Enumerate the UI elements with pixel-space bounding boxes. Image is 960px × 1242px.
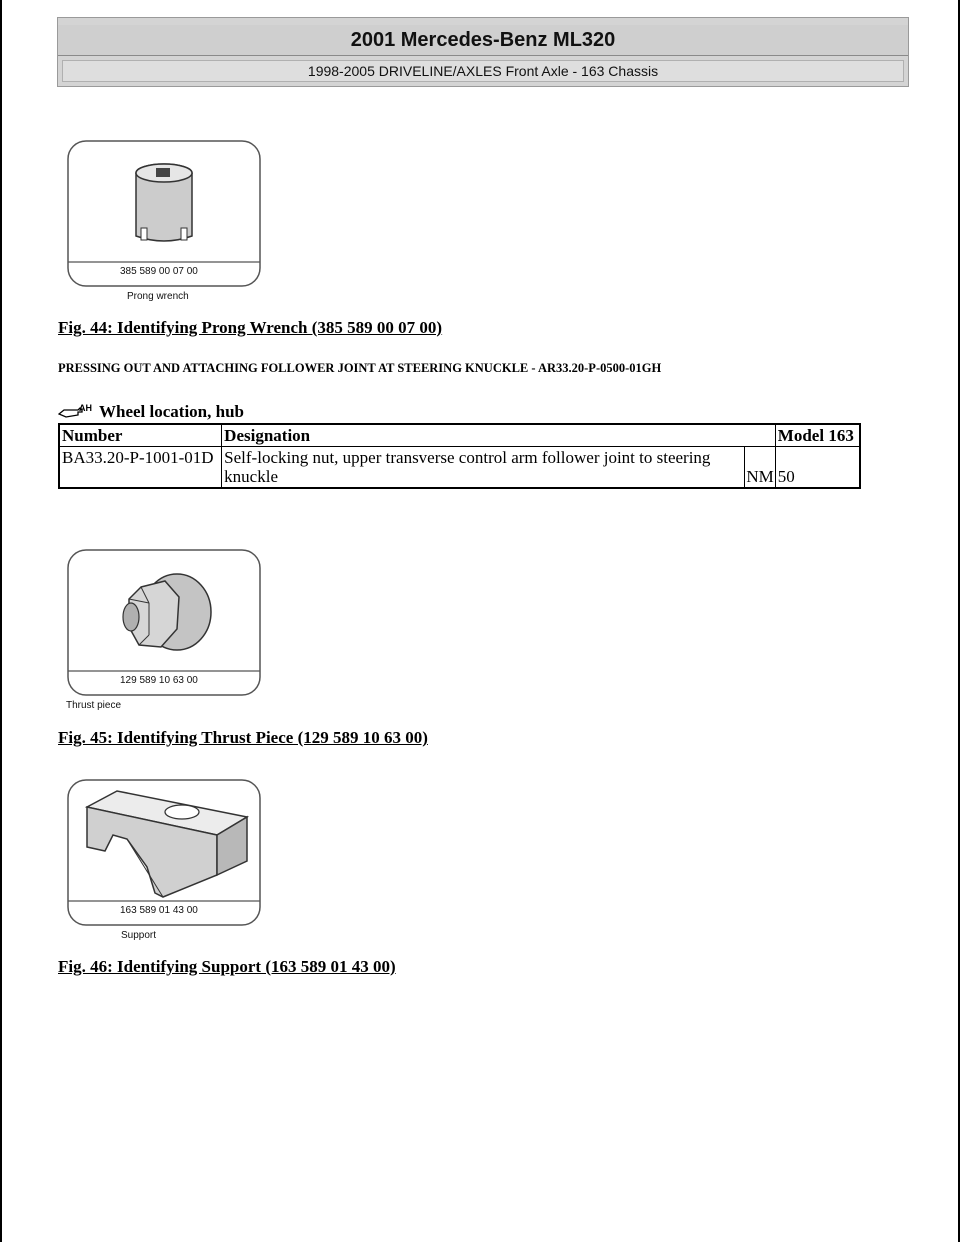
figure-44-caption: Fig. 44: Identifying Prong Wrench (385 589 00 07 00) <box>58 318 443 337</box>
support-part-number: 163 589 01 43 00 <box>120 905 198 916</box>
thrust-piece-illustration <box>67 549 267 714</box>
page-border-left <box>0 0 2 1242</box>
document-header <box>57 17 909 87</box>
header-number: Number <box>59 424 222 447</box>
prong-wrench-label: Prong wrench <box>127 291 189 302</box>
torque-spec-table <box>58 423 861 489</box>
prong-wrench-illustration <box>67 140 267 305</box>
cell-value: 50 <box>775 447 860 489</box>
hand-icon-text: AH <box>79 403 92 413</box>
thrust-piece-part-number: 129 589 10 63 00 <box>120 675 198 686</box>
section-heading: PRESSING OUT AND ATTACHING FOLLOWER JOINT AT STEERING KNUCKLE - AR33.20-P-0500-01GH <box>58 361 662 375</box>
cell-number: BA33.20-P-1001-01D <box>59 447 222 489</box>
pointing-hand-icon <box>58 402 96 422</box>
prong-wrench-part-number: 385 589 00 07 00 <box>120 266 198 277</box>
header-designation: Designation <box>222 424 776 447</box>
header-model: Model 163 <box>775 424 860 447</box>
figure-45-caption: Fig. 45: Identifying Thrust Piece (129 589 10 63 00) <box>58 728 428 747</box>
support-illustration <box>67 779 267 944</box>
cell-unit: NM <box>744 447 775 489</box>
support-label: Support <box>121 930 157 941</box>
subheading-text: Wheel location, hub <box>99 402 244 421</box>
figure-support <box>67 779 267 944</box>
figure-thrust-piece <box>67 549 267 714</box>
figure-prong-wrench <box>67 140 267 305</box>
cell-designation: Self-locking nut, upper transverse control arm follower joint to steering knuckle <box>222 447 744 489</box>
thrust-piece-label: Thrust piece <box>66 700 122 711</box>
table-header-row <box>59 424 860 447</box>
document-title: 2001 Mercedes-Benz ML320 <box>58 25 908 56</box>
table-row <box>59 447 860 489</box>
figure-46-caption: Fig. 46: Identifying Support (163 589 01 43 00) <box>58 957 396 976</box>
document-subtitle: 1998-2005 DRIVELINE/AXLES Front Axle - 163 Chassis <box>62 60 904 82</box>
wheel-location-subheading <box>58 402 244 422</box>
